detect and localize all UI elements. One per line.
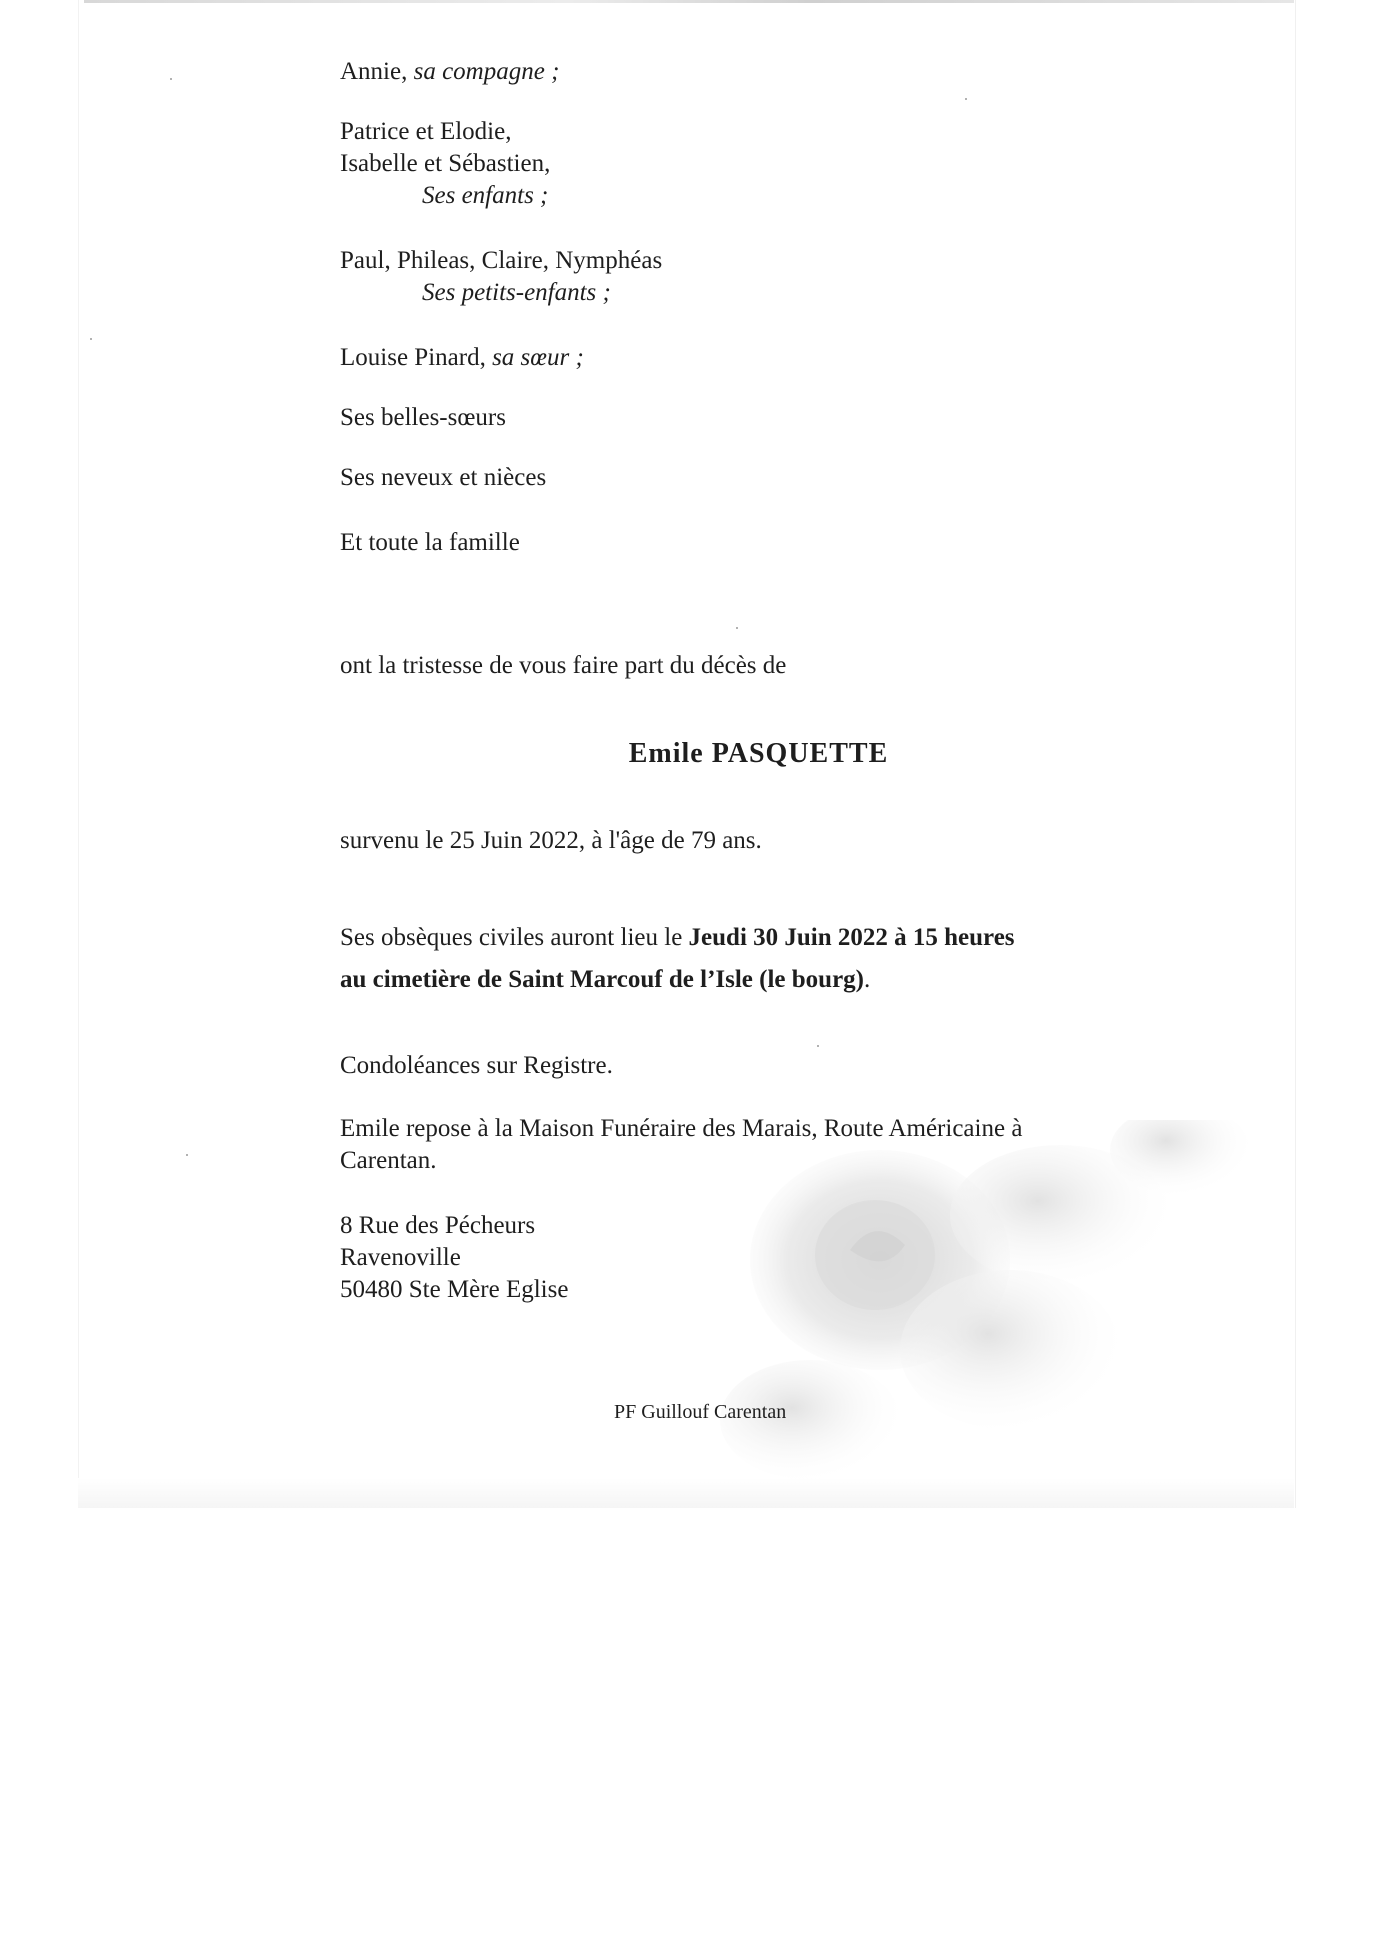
funeral-home-signature: PF Guillouf Carentan	[614, 1401, 787, 1423]
condolences: Condoléances sur Registre.	[340, 1052, 613, 1079]
funeral-line-1	[340, 922, 1015, 954]
children-line-2: Isabelle et Sébastien,	[340, 150, 551, 177]
scan-speck	[965, 98, 967, 100]
partner-line	[340, 56, 559, 88]
funeral-location-end: .	[864, 966, 871, 993]
funeral-date-time: Jeudi 30 Juin 2022 à 15 heures	[688, 924, 1015, 951]
grandchildren-role: Ses petits-enfants ;	[422, 279, 611, 306]
scan-bottom-edge	[78, 1478, 1294, 1508]
grandchildren-names: Paul, Phileas, Claire, Nymphéas	[340, 247, 663, 274]
nephews-nieces: Ses neveux et nièces	[340, 464, 547, 491]
rest-place-line-1: Emile repose à la Maison Funéraire des Marais, Route Américaine à	[340, 1115, 1023, 1142]
funeral-location: au cimetière de Saint Marcouf de l’Isle (le bourg)	[340, 966, 864, 993]
death-info: survenu le 25 Juin 2022, à l'âge de 79 ans.	[340, 827, 762, 854]
children-role: Ses enfants ;	[422, 182, 549, 209]
sister-line	[340, 342, 584, 374]
scan-speck	[90, 338, 92, 340]
funeral-prefix: Ses obsèques civiles auront lieu le	[340, 924, 689, 951]
sisters-in-law: Ses belles-sœurs	[340, 404, 506, 431]
address-line-1: 8 Rue des Pécheurs	[340, 1212, 536, 1239]
whole-family: Et toute la famille	[340, 529, 520, 556]
scan-top-edge	[84, 0, 1294, 3]
sister-name: Louise Pinard,	[340, 344, 493, 371]
scan-speck	[736, 627, 738, 629]
scan-speck	[186, 1154, 188, 1156]
address-line-3: 50480 Ste Mère Eglise	[340, 1276, 569, 1303]
scan-speck	[170, 78, 172, 80]
children-line-1: Patrice et Elodie,	[340, 118, 512, 145]
announcement-intro: ont la tristesse de vous faire part du décès de	[340, 652, 787, 679]
partner-role: sa compagne ;	[413, 58, 560, 85]
funeral-line-2	[340, 964, 870, 996]
sister-role: sa sœur ;	[492, 344, 584, 371]
address-line-2: Ravenoville	[340, 1244, 461, 1271]
rose-illustration	[700, 1120, 1260, 1480]
partner-name: Annie,	[340, 58, 414, 85]
deceased-name: Emile PASQUETTE	[628, 738, 889, 769]
scan-speck	[817, 1045, 819, 1047]
rest-place-line-2: Carentan.	[340, 1147, 437, 1174]
